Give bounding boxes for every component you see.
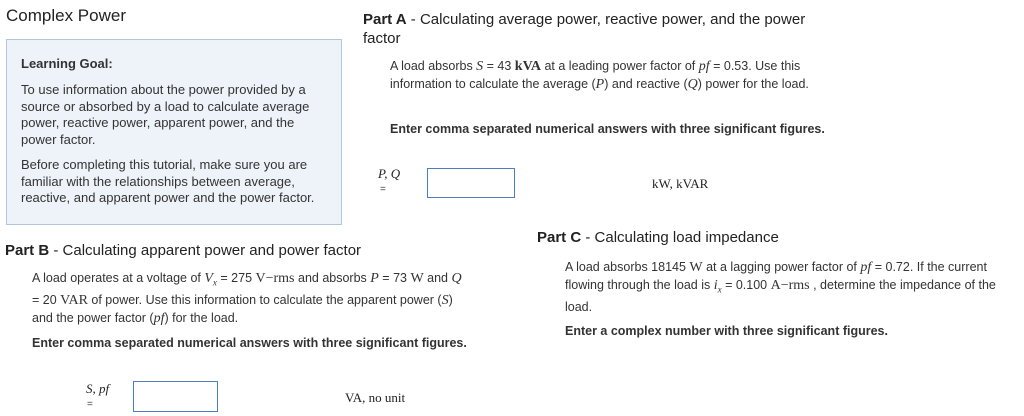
part-a-answer-input[interactable] <box>427 168 515 198</box>
page-title: Complex Power <box>6 6 126 25</box>
prerequisite-text: Before completing this tutorial, make sure you are familiar with the relationships between average, reactive, and apparent power and the power factor. <box>21 157 315 205</box>
part-c-heading <box>537 228 997 247</box>
part-b-units: VA, no unit <box>345 390 406 405</box>
part-a-heading <box>363 10 823 48</box>
part-b-answer-variable: S, pf <box>86 381 110 396</box>
part-b-instruction: Enter comma separated numerical answers with three significant figures. <box>32 336 467 350</box>
part-b-title: - Calculating apparent power and power factor <box>49 242 362 259</box>
part-c-instruction: Enter a complex number with three significant figures. <box>565 324 888 338</box>
learning-goal-box <box>6 39 342 225</box>
part-c-label: Part C <box>537 229 582 246</box>
part-b-heading <box>5 241 465 260</box>
part-a-problem-text: A load absorbs S = 43 kVA at a leading power factor of pf = 0.53. Use this information to calculate the average (P) and reactive (Q) power for the load. <box>390 59 809 92</box>
learning-goal-text: To use information about the power provided by a source or absorbed by a load to calculate average power, reactive power, apparent power, and the power factor. <box>21 82 310 147</box>
part-a-instruction: Enter comma separated numerical answers with three significant figures. <box>390 122 825 136</box>
part-b-answer-input[interactable] <box>133 381 218 412</box>
part-a-title: - Calculating average power, reactive power, and the power factor <box>363 11 806 47</box>
part-c-title: - Calculating load impedance <box>581 229 779 246</box>
part-b-problem-text: A load operates at a voltage of $V_x = 275$ V−rms and absorbs P = 73 W and Q = 20 VAR of power. Use this information to calculate the apparent power (S) and the power factor (pf) for the load. <box>32 271 462 326</box>
part-a-units: kW, kVAR <box>652 176 709 191</box>
part-b-label: Part B <box>5 242 50 259</box>
part-a-label: Part A <box>363 11 407 28</box>
part-c-problem-text: A load absorbs 18145 W at a lagging power factor of pf = 0.72. If the current flowing through the load is $i_x = 0.100$ A−rms , determine the impedance of the load. <box>565 260 996 314</box>
part-a-answer-variable: P, Q <box>378 166 401 181</box>
learning-goal-heading: Learning Goal: <box>21 56 113 71</box>
part-a-equals-sign: = <box>380 184 386 195</box>
part-b-equals-sign: = <box>87 399 93 410</box>
